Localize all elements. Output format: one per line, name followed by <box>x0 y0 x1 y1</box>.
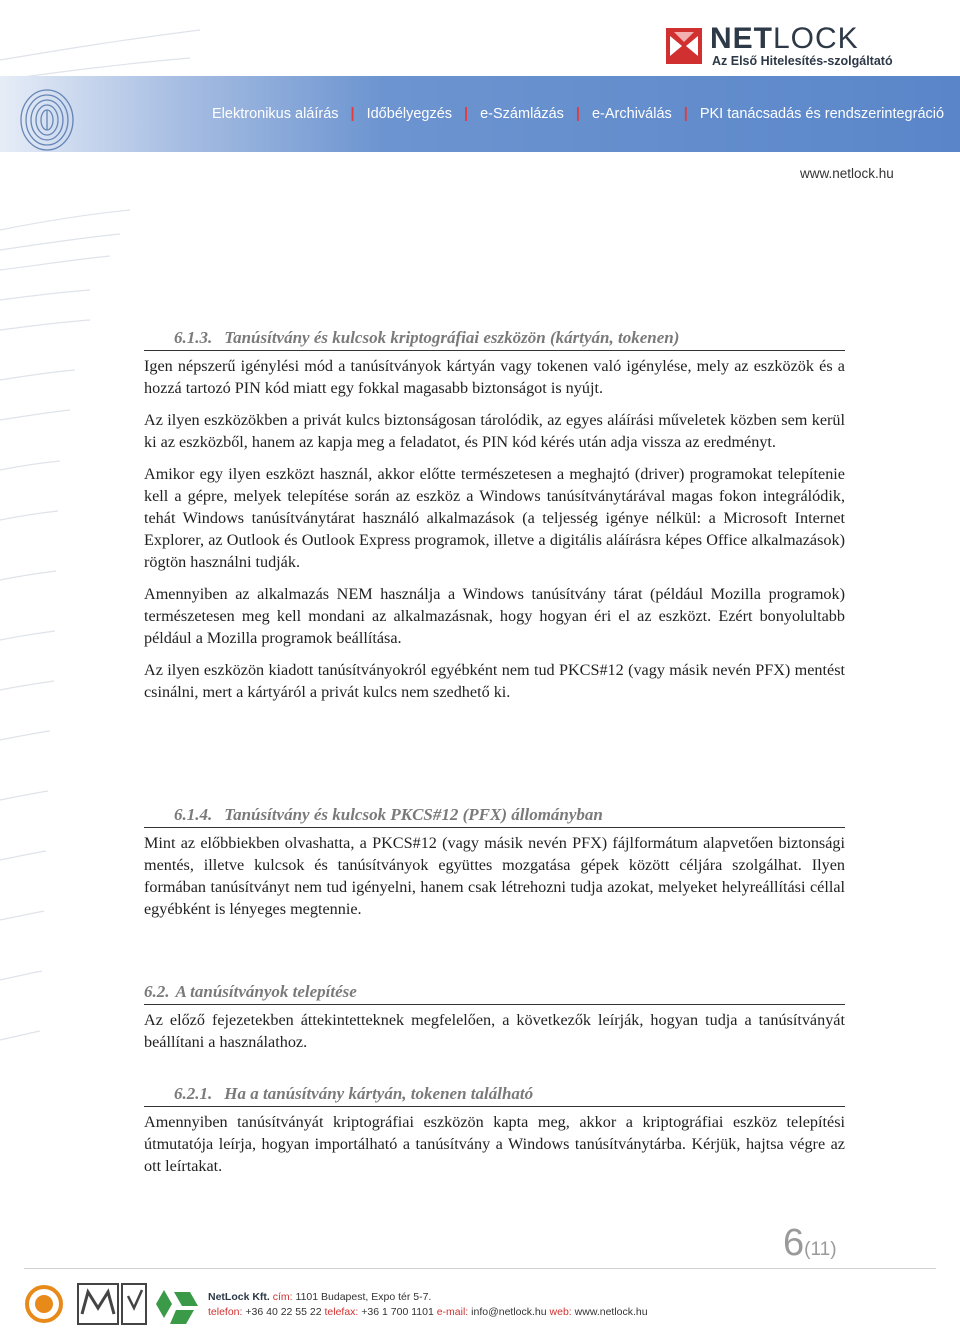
footer-phone: +36 40 22 55 22 <box>245 1306 322 1318</box>
fingerprint-icon <box>16 82 78 152</box>
website-link[interactable]: www.netlock.hu <box>800 166 894 181</box>
nav-separator: | <box>683 106 688 122</box>
nav-separator: | <box>464 106 469 122</box>
nav-item-idobelyegzes[interactable]: Időbélyegzés <box>366 106 453 122</box>
section-6-2 <box>144 980 845 1063</box>
section-6-2-1 <box>144 1082 845 1187</box>
footer-company: NetLock Kft. <box>208 1291 270 1303</box>
section-heading: 6.2.1. Ha a tanúsítvány kártyán, tokenen található <box>144 1082 845 1107</box>
page-number: 6(11) <box>783 1222 837 1264</box>
footer-web[interactable]: www.netlock.hu <box>574 1306 648 1318</box>
section-6-1-4 <box>144 803 845 930</box>
nav-item-e-archivalas[interactable]: e-Archiválás <box>591 106 672 122</box>
footer-address: 1101 Budapest, Expo tér 5-7. <box>295 1291 432 1303</box>
logo-subtitle: Az Első Hitelesítés-szolgáltató <box>712 54 893 68</box>
footer-email[interactable]: info@netlock.hu <box>471 1306 547 1318</box>
moody-logo-icon <box>78 1284 118 1324</box>
header-nav-band <box>0 76 960 152</box>
paragraph: Amennyiben az alkalmazás NEM használja a Windows tanúsítvány tárat (például Mozilla programok) természetesen meg kell mondani az alkalmazásnak, hogy hogyan éri el az eszközt. Ezért bonyolultabb például a Mozilla programok beállítása. <box>144 585 845 647</box>
nav-separator: | <box>350 106 355 122</box>
netlock-mark-icon <box>666 28 702 64</box>
footer-contact: NetLock Kft. cím: 1101 Budapest, Expo tér 5-7. telefon: +36 40 22 55 22 telefax: +36 1 700 1101 e-mail: info@netlock.hu web: www.netlock.hu <box>208 1291 648 1318</box>
sgs-logo-icon <box>27 1287 61 1321</box>
paragraph: Az ilyen eszközön kiadott tanúsítványokról egyébként nem tud PKCS#12 (vagy másik nevén PFX) mentést csinálni, mert a kártyáról a privát kulcs nem szedhető ki. <box>144 661 845 701</box>
nav-item-elektronikus-alairas[interactable]: Elektronikus aláírás <box>212 106 339 122</box>
section-heading: 6.1.3. Tanúsítvány és kulcsok kriptográfiai eszközön (kártyán, tokenen) <box>144 326 845 351</box>
nav-separator: | <box>575 106 580 122</box>
paragraph: Amikor egy ilyen eszközt használ, akkor előtte természetesen a meghajtó (driver) programokat telepítenie kell a gépre, melyek telepítése során az eszköz a Windows tanúsítványtárával magas fokon integrálódik, tehát Windows tanúsítványtárat használó alkalmazások (a teljesség igénye nélkül: a Microsoft Internet Explorer, az Outlook és Outlook Express programok, illetve a digitális aláírásra képes Office alkalmazások) rögtön használni tudják. <box>144 465 845 571</box>
paragraph: Amennyiben tanúsítványát kriptográfiai eszközön kapta meg, akkor a kriptográfiai eszköz telepítési útmutatója leírja, hogyan importálható a tanúsítvány a Windows tanúsítványtárba. Kérjük, hajtsa végre az ott leírtakat. <box>144 1113 845 1175</box>
certification-logos <box>24 1278 204 1326</box>
footer-divider <box>24 1268 936 1269</box>
paragraph: Igen népszerű igénylési mód a tanúsítványok kártyán vagy tokenen való igénylése, mely az eszközök és a hozzá tartozó PIN kód miatt egy fokkal magasabb biztonságot is nyújt. <box>144 357 845 397</box>
section-heading: 6.1.4. Tanúsítvány és kulcsok PKCS#12 (PFX) állományban <box>144 803 845 828</box>
recycle-icon <box>156 1290 198 1324</box>
paragraph: Az ilyen eszközökben a privát kulcs biztonságosan tárolódik, az egyes aláírási műveletek közben sem kerül ki az eszközből, hanem az kapja meg a feladatot, és PIN kód kérés után adja vissza az eredményt. <box>144 411 845 451</box>
section-6-1-3 <box>144 326 845 713</box>
paragraph: Mint az előbbiekben olvashatta, a PKCS#12 (vagy másik nevén PFX) fájlformátum alapvetően biztonsági mentés, illetve kulcsok és tanúsítványok együttes mozgatása gépek között céljára szolgálhat. Ilyen formában tanúsítványt nem tud igényelni, hanem csak létrehozni tudja azokat, melyeket helyreállítási céllal egyébként is lényeges megtennie. <box>144 834 845 918</box>
nav-item-e-szamlazas[interactable]: e-Számlázás <box>480 106 564 122</box>
ukas-logo-icon <box>122 1284 146 1324</box>
section-heading: 6.2. A tanúsítványok telepítése <box>144 980 845 1005</box>
netlock-logo <box>666 24 916 68</box>
nav-item-pki[interactable]: PKI tanácsadás és rendszerintegráció <box>699 106 945 122</box>
paragraph: Az előző fejezetekben áttekintetteknek megfelelően, a következők leírják, hogyan tudja a tanúsítványát beállítani a használathoz. <box>144 1011 845 1051</box>
footer-fax: +36 1 700 1101 <box>361 1306 434 1318</box>
nav-menu <box>212 106 944 122</box>
logo-wordmark: NETLOCK <box>710 22 859 55</box>
